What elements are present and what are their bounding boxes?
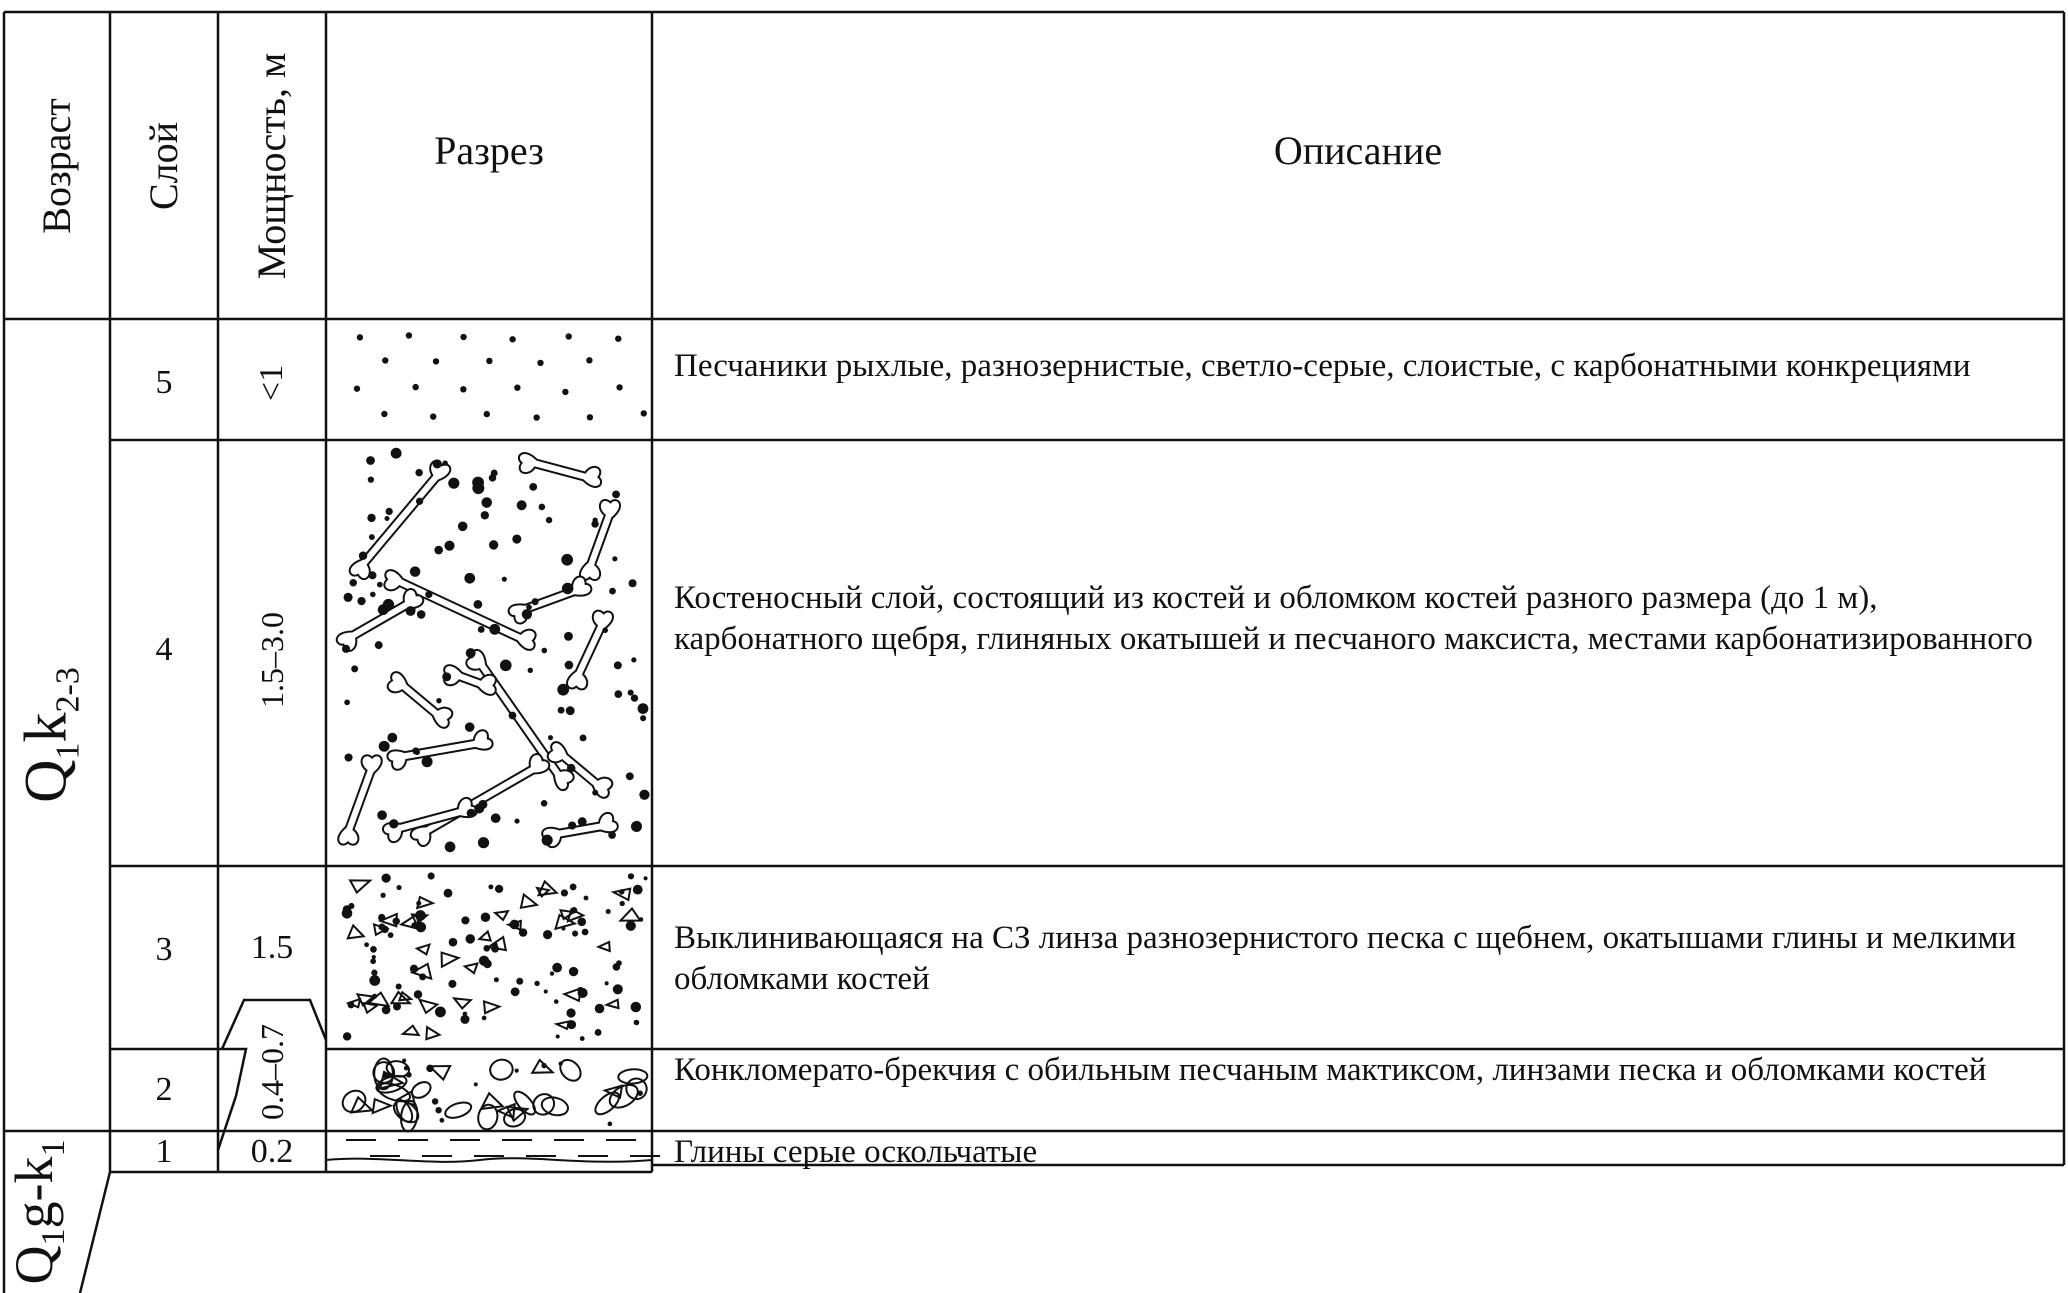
pattern-dot [537,360,543,366]
pattern-dot [544,989,548,993]
header-thickness: Мощность, м [249,52,294,280]
pattern-pebble [443,1099,473,1120]
pattern-dot [422,756,433,767]
pattern-dot [465,722,475,732]
pattern-dot [344,753,352,761]
pattern-dot [542,835,553,846]
pattern-dot [369,975,380,986]
thickness-5: <1 [253,364,290,402]
pattern-dot [412,384,418,390]
pattern-dot [375,641,383,649]
pattern-dot [404,1066,409,1071]
pattern-rubble [403,1026,419,1035]
pattern-dot [613,984,623,994]
pattern-dot [491,813,501,823]
pattern-dot [517,500,527,510]
pattern-rubble [348,925,364,938]
layer-number-1: 1 [155,1133,173,1170]
pattern-dot [372,955,376,959]
pattern-dot [472,477,484,489]
pattern-dot [512,534,521,543]
pattern-dot [430,413,436,419]
pattern-dot [586,357,592,363]
pattern-rubble [495,911,508,920]
pattern-dot [616,384,622,390]
pattern-dot [561,554,573,566]
pattern-dot [640,715,646,721]
pattern-rubble [426,1027,439,1039]
pattern-dot [489,624,500,635]
pattern-dot [566,333,572,339]
pattern-dot [388,932,394,938]
pattern-dot [605,981,609,985]
pattern-dot [368,571,376,579]
pattern-rubble [454,998,471,1008]
pattern-dot [343,1032,351,1040]
pattern-dot [466,648,476,658]
pattern-rubble [521,895,537,908]
pattern-rubble [607,1000,619,1008]
pattern-dot [489,474,496,481]
pattern-dot [342,908,353,919]
pattern-dot [382,873,391,882]
pattern-dot [514,384,520,390]
pattern-dot [626,921,636,931]
pattern-dot [613,963,621,971]
pattern-dot [631,1002,642,1013]
thickness-4: 1.5–3.0 [254,612,290,708]
pattern-rubble [373,1099,391,1113]
pattern-dot [643,876,647,880]
pattern-dot [587,414,593,420]
pattern-dot [595,1029,602,1036]
pattern-dot [568,821,576,829]
pattern-dot [494,977,499,982]
pattern-dot [626,772,634,780]
pattern-dot [366,456,375,465]
pattern-dot [486,358,492,364]
pattern-rubble [350,880,370,892]
pattern-dot [631,694,638,701]
pattern-dot [526,604,532,610]
pattern-dot [516,978,523,985]
pattern-dot [406,332,412,338]
pattern-dot [533,414,539,420]
pattern-dot [396,984,402,990]
pattern-dot [414,990,422,998]
pattern-dot [349,579,357,587]
pattern-rubble [398,1092,415,1106]
pattern-dot [620,901,625,906]
description-layer-2: Конкломерато-брекчия с обильным песчаным мактиксом, линзами песка и обломками костей [674,1052,1987,1088]
pattern-dot [489,540,498,549]
pattern-dot [460,334,466,340]
pattern-dot [509,336,515,342]
pattern-dot [436,698,441,703]
pattern-dot [458,521,468,531]
pattern-dot [629,579,637,587]
pattern-dot [396,885,401,890]
pattern-dot [465,934,475,944]
pattern-dot [580,734,587,741]
pattern-dot [377,582,383,588]
pattern-dot [609,588,616,595]
pattern-dot [570,884,577,891]
pattern-dot [539,504,546,511]
pattern-dot [483,959,492,968]
pattern-dot [541,1063,546,1068]
pattern-dot [634,1020,640,1026]
pattern-dot [541,800,548,807]
pattern-dot [384,516,389,521]
pattern-dot [415,469,422,476]
pattern-dot [377,810,387,820]
pattern-dot [557,684,569,696]
pattern-rubble [557,1021,570,1029]
pattern-dot [406,1072,412,1078]
pattern-dot [564,632,573,641]
pattern-rubble [465,964,478,974]
pattern-dot [543,930,552,939]
pattern-dot [532,598,539,605]
description-layer-4: Костеносный слой, состоящий из костей и обломком костей разного размера (до 1 м), карбонатного щебря, глиняных окатышей и песчаного максиста, местами карбонатизированного [674,580,2033,657]
pattern-dot [552,963,562,973]
pattern-dot [641,410,647,416]
pattern-dot [484,411,490,417]
pattern-dot [433,459,442,468]
pattern-dot [502,577,507,582]
pattern-dot [473,600,482,609]
pattern-dot [410,566,421,577]
pattern-rubble [561,910,574,919]
pattern-dot [558,707,565,714]
pattern-dot [615,335,621,341]
pattern-dot [448,980,456,988]
pattern-dot [370,592,376,598]
pattern-dot [554,999,559,1004]
pattern-dot [448,478,459,489]
pattern-dot [481,912,490,921]
pattern-bone [344,456,456,583]
header-layer: Слой [141,121,186,211]
pattern-dot [556,1035,560,1039]
pattern-dot [495,885,503,893]
pattern-dot [461,916,469,924]
pattern-rubble [484,1001,499,1013]
pattern-clay-base [326,1158,652,1162]
pattern-dot [511,987,520,996]
pattern-dot [614,661,622,669]
pattern-dot [481,511,489,519]
pattern-dot [460,386,466,392]
pattern-dot [548,735,553,740]
pattern-dot [370,946,377,953]
layer-number-4: 4 [155,631,173,668]
pattern-dot [565,661,574,670]
header-description: Описание [1273,128,1443,173]
layer-number-2: 2 [155,1071,173,1108]
pattern-dot [369,534,375,540]
pattern-dot [432,1098,438,1104]
pattern-pebble [488,1058,514,1082]
pattern-dot [608,831,616,839]
pattern-dot [529,483,537,491]
pattern-bone [561,606,619,694]
pattern-rubble [351,1097,372,1112]
pattern-dot [478,837,489,848]
pattern-rubble [599,942,610,951]
pattern-dot [608,1122,613,1127]
pattern-dot [628,690,634,696]
pattern-dot [562,389,568,395]
pattern-dot [578,817,587,826]
pattern-dot [500,660,512,672]
header-age: Возраст [34,98,79,234]
pattern-dot [386,508,393,515]
pattern-dot [569,967,578,976]
pattern-dot [435,1107,441,1113]
pattern-dot [482,1016,487,1021]
pattern-dot [614,690,622,698]
pattern-dot [426,1065,433,1072]
pattern-dot [357,334,363,340]
pattern-dot [639,790,649,800]
pattern-dot [628,873,634,879]
pattern-dot [442,672,451,681]
pattern-dot [481,497,492,508]
layer-number-3: 3 [155,931,173,968]
pattern-dot [370,958,376,964]
pattern-dot [638,703,649,714]
pattern-dot [584,896,589,901]
pattern-dot [440,1118,445,1123]
pattern-dot [380,893,385,898]
pattern-bone [541,811,620,848]
pattern-bone [506,574,595,626]
layer-number-5: 5 [155,364,173,401]
pattern-dot [595,1004,605,1014]
pattern-rubble [442,953,459,967]
pattern-dot [522,609,532,619]
pattern-dot [371,970,377,976]
pattern-dot [567,764,576,773]
pattern-dot [402,1058,406,1062]
pattern-dot [612,556,617,561]
pattern-dot [416,498,423,505]
pattern-dot [442,460,447,465]
pattern-dot [474,803,484,813]
pattern-dot [428,872,435,879]
pattern-dot [566,1008,575,1017]
pattern-bone [515,447,604,493]
pattern-dot [383,599,394,610]
pattern-dot [460,1015,469,1024]
pattern-dot [561,889,568,896]
pattern-bone [574,496,626,585]
thickness-1: 0.2 [250,1133,294,1170]
pattern-dot [425,591,432,598]
pattern-rubble [621,909,641,921]
pattern-dot [383,1072,389,1078]
pattern-dot [449,938,458,947]
pattern-dot [381,411,387,417]
pattern-dot [633,885,643,895]
pattern-dot [368,476,374,482]
pattern-dot [379,741,390,752]
pattern-rubble [417,897,433,908]
pattern-dot [344,593,353,602]
pattern-dot [417,610,426,619]
description-layer-5: Песчаники рыхлые, разнозернистые, светло-серые, слоистые, с карбонатными конкрециями [674,348,1971,384]
pattern-dot [546,517,552,523]
pattern-dot [637,1090,642,1095]
pattern-dot [412,747,419,754]
pattern-dot [364,942,369,947]
pattern-pebble [606,1080,642,1112]
pattern-dot [572,931,578,937]
pattern-dot [566,706,575,715]
pattern-dot [367,514,375,522]
pattern-dot [359,551,367,559]
pattern-dot [464,573,475,584]
pattern-dot [606,909,611,914]
pattern-dot [410,607,415,612]
pattern-dot [445,842,456,853]
pattern-dot [444,889,453,898]
header-section: Разрез [434,128,544,173]
pattern-dot [433,358,439,364]
pattern-dot [612,490,620,498]
pattern-dot [474,1082,478,1086]
pattern-dot [514,819,519,824]
pattern-dot [344,699,350,705]
pattern-dot [467,809,476,818]
pattern-dot [559,1062,563,1066]
pattern-dot [602,627,608,633]
thickness-3: 1.5 [250,929,294,966]
pattern-bone [386,729,494,771]
pattern-dot [580,1036,585,1041]
pattern-dot [382,357,388,363]
pattern-dot [550,971,554,975]
pattern-dot [351,665,358,672]
pattern-dot [631,657,636,662]
pattern-rubble [479,932,490,941]
pattern-rubble [417,945,430,955]
pattern-pebble [618,1069,648,1085]
pattern-dot [592,790,598,796]
age-label-lower: $Q_1g-k_1$ [4,1139,72,1285]
pattern-dot [389,819,398,828]
description-layer-3: Выклинивающаяся на СЗ линза разнозернистого песка с щебнем, окатышами глины и мелкими обломками костей [674,920,2017,997]
pattern-dot [562,583,574,595]
pattern-dot [391,448,402,459]
pattern-dot [357,597,365,605]
pattern-dot [478,626,485,633]
pattern-dot [444,541,454,551]
pattern-dot [515,1068,519,1072]
description-layer-1: Глины серые оскольчатые [674,1134,1038,1170]
pattern-pebble [556,1056,584,1085]
pattern-dot [509,712,517,720]
pattern-dot [534,981,539,986]
pattern-dot [582,929,589,936]
pattern-dot [577,917,586,926]
age-label-upper: $Q_1k_{2-3}$ [12,667,87,803]
pattern-dot [488,884,493,889]
pattern-dot [541,648,547,654]
pattern-dot [342,645,350,653]
pattern-dot [435,1006,446,1017]
pattern-rubble [420,1000,438,1013]
pattern-dot [354,385,360,391]
pattern-dot [387,733,397,743]
pattern-dot [434,546,443,555]
pattern-pebble [592,1088,623,1118]
pattern-dot [631,821,642,832]
pattern-dot [528,668,533,673]
pattern-dot [591,520,598,527]
pattern-bone [332,751,388,849]
thickness-2: 0.4–0.7 [254,1024,290,1120]
